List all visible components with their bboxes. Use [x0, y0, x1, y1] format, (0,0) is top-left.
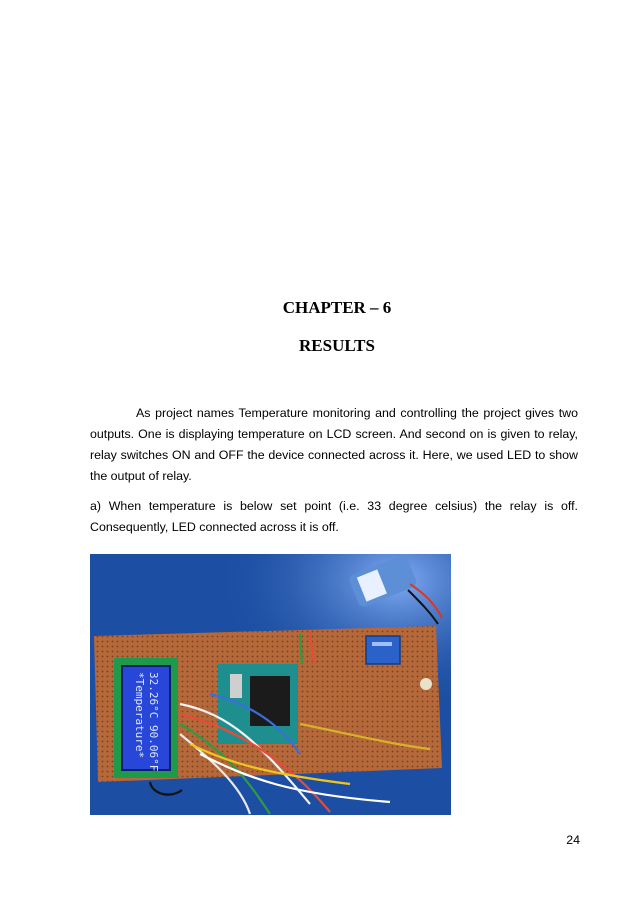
- intro-paragraph: As project names Temperature monitoring and controlling the project gives two outputs. One is displaying temperature on LCD screen. And second on is given to relay, relay switches ON and OFF the device connected across it. Here, we used LED to show the output of relay.: [90, 406, 578, 483]
- chapter-label: CHAPTER – 6: [282, 298, 392, 317]
- chapter-title: RESULTS: [299, 336, 375, 355]
- lcd-module: [114, 658, 178, 778]
- case-a-paragraph: a) When temperature is below set point (i.e. 33 degree celsius) the relay is off. Consequently, LED connected across it is off.: [90, 499, 578, 534]
- circuit-photo-illustration: [90, 554, 451, 815]
- led-icon: [420, 678, 432, 690]
- lcd-line-2: 32.26°C 90.06°F: [147, 672, 160, 772]
- lcd-line-1: *Temperature*: [133, 672, 146, 759]
- relay-module: [366, 636, 400, 664]
- page-number: 24: [566, 833, 580, 847]
- circuit-photo: [90, 554, 451, 815]
